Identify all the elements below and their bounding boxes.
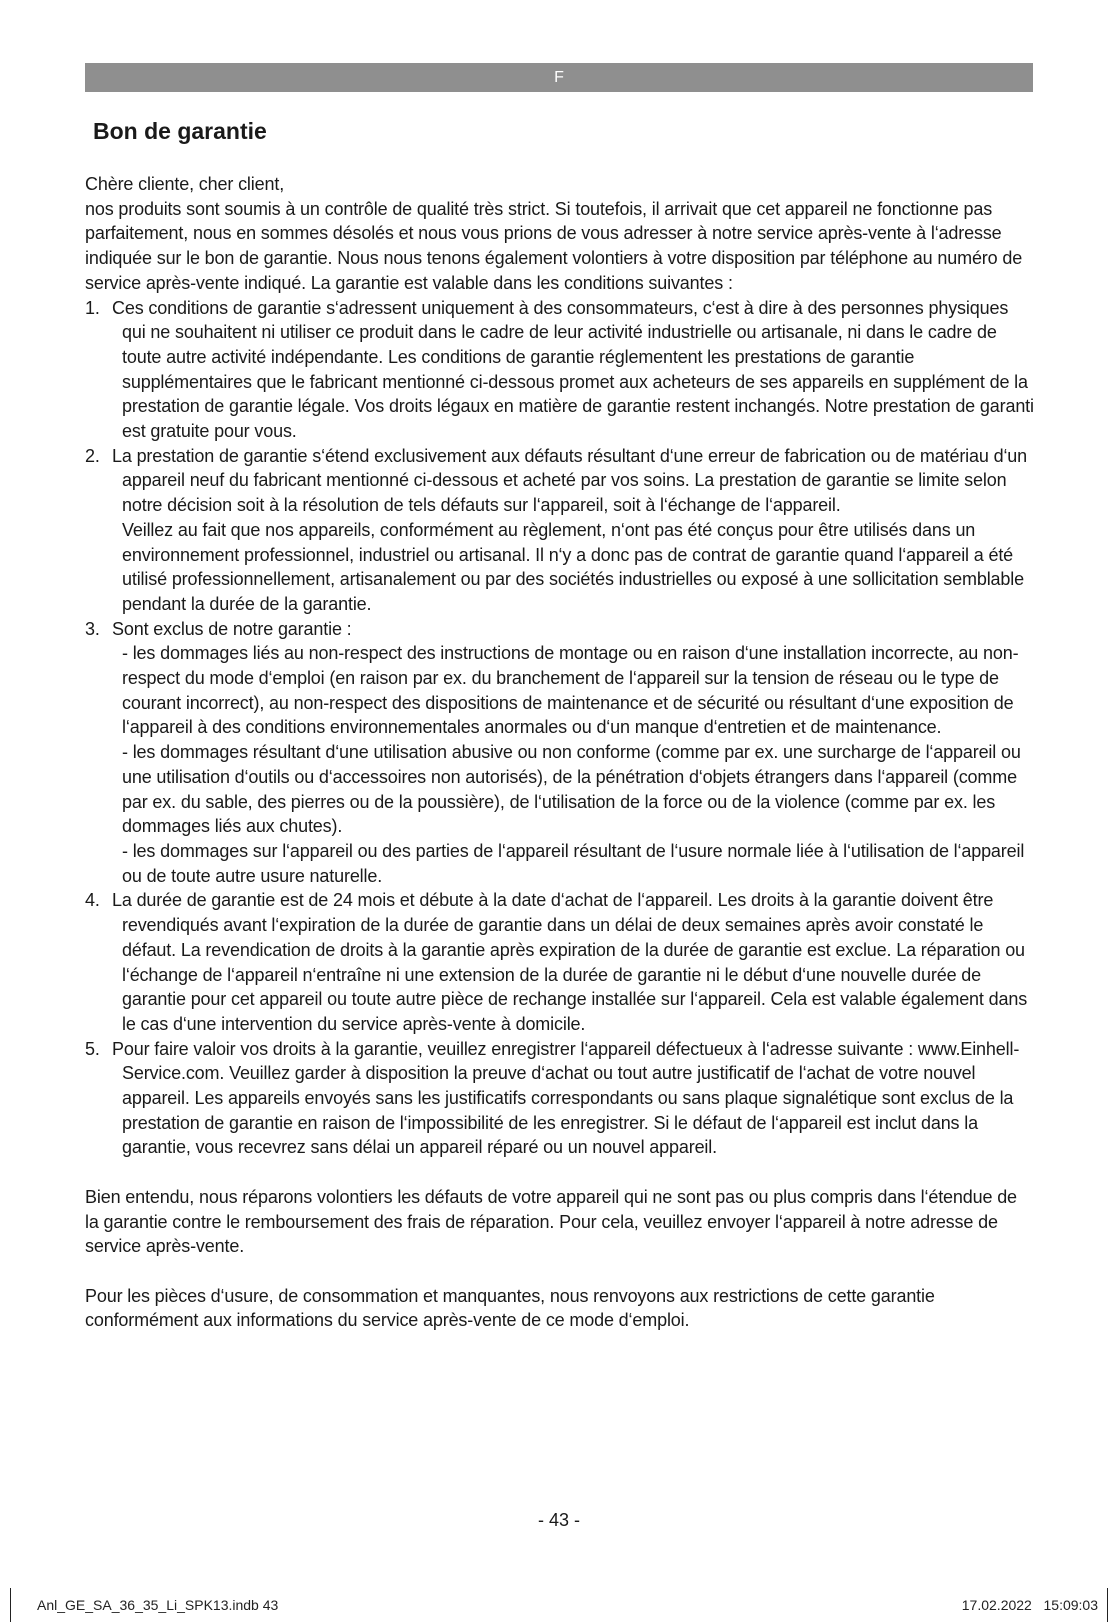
- print-timestamp: 17.02.2022 15:09:03: [961, 1597, 1098, 1613]
- exclusion-item: - les dommages liés au non-respect des instructions de montage ou en raison d‘une installation incorrecte, au non-respect du mode d‘emploi (en raison par ex. du branchement de l‘appareil sur la tension de réseau ou le type de courant incorrect), au non-respect des dispositions de maintenance et de sécurité ou résultant d‘une exposition de l‘appareil à des conditions environnementales anormales ou d‘un manque d‘entretien et de maintenance.: [122, 643, 1019, 738]
- condition-item-4: [85, 888, 1035, 1036]
- salutation: Chère cliente, cher client,: [85, 174, 285, 194]
- condition-item-2: [85, 444, 1035, 617]
- paragraph-spacer: [85, 1259, 1035, 1284]
- paragraph-spacer: [85, 1160, 1035, 1185]
- warranty-body: [85, 172, 1035, 1333]
- condition-number: 3.: [85, 618, 100, 639]
- condition-item-1: [85, 296, 1035, 444]
- condition-text: La durée de garantie est de 24 mois et débute à la date d‘achat de l‘appareil. Les droits à la garantie doivent être revendiqués avant l‘expiration de la durée de garantie dans un délai de deux semaines après avoir constaté le défaut. La revendication de droits à la garantie après expiration de la durée de garantie est exclue. La réparation ou l‘échange de l‘appareil n‘entraîne ni une extension de la durée de garantie ni le début d‘une nouvelle durée de garantie pour cet appareil ou toute autre pièce de rechange installée sur l‘appareil. Cela est valable également dans le cas d‘une intervention du service après-vente à domicile.: [112, 890, 1028, 1034]
- condition-text: La prestation de garantie s‘étend exclusivement aux défauts résultant d‘une erreur de fabrication ou de matériau d‘un appareil neuf du fabricant mentionné ci-dessous et acheté par vos soins. La prestation de garantie se limite selon notre décision soit à la résolution de tels défauts sur l‘appareil, soit à l‘échange de l‘appareil.: [112, 445, 1028, 516]
- condition-number: 5.: [85, 1038, 100, 1059]
- print-file-info: Anl_GE_SA_36_35_Li_SPK13.indb 43: [37, 1597, 279, 1613]
- closing-paragraph-repairs: Bien entendu, nous réparons volontiers les défauts de votre appareil qui ne sont pas ou plus compris dans l‘étendue de la garantie contre le remboursement des frais de réparation. Pour cela, veuillez envoyer l‘appareil à notre adresse de service après-vente.: [85, 1186, 1017, 1257]
- exclusion-item: - les dommages résultant d‘une utilisation abusive ou non conforme (comme par ex. une surcharge de l‘appareil ou une utilisation d‘outils ou d‘accessoires non autorisés), de la pénétration d‘objets étrangers dans l‘appareil (comme par ex. du sable, des pierres ou de la poussière), de l‘utilisation de la force ou de la violence (comme par ex. les dommages liés aux chutes).: [122, 742, 1021, 837]
- crop-mark-right: [1107, 1588, 1108, 1622]
- condition-number: 4.: [85, 890, 100, 911]
- crop-mark-left: [10, 1588, 11, 1622]
- condition-text: Sont exclus de notre garantie :: [112, 618, 352, 639]
- conditions-list: [85, 296, 1035, 1161]
- condition-item-3: [85, 617, 1035, 889]
- language-header-bar: [85, 63, 1033, 92]
- condition-text: Ces conditions de garantie s‘adressent uniquement à des consommateurs, c‘est à dire à des personnes physiques qui ne souhaitent ni utiliser ce produit dans le cadre de leur activité industrielle ou artisanale, ni dans le cadre de toute autre activité indépendante. Les conditions de garantie réglementent les prestations de garantie supplémentaires que le fabricant mentionné ci-dessous promet aux acheteurs de ses appareils en supplément de la prestation de garantie légale. Vos droits légaux en matière de garantie restent inchangés. Notre prestation de garanti est gratuite pour vous.: [112, 297, 1034, 442]
- condition-text: Pour faire valoir vos droits à la garantie, veuillez enregistrer l‘appareil défectueux à l‘adresse suivante : www.Einhell-Service.com. Veuillez garder à disposition la preuve d‘achat ou tout autre justificatif de l‘achat de votre nouvel appareil. Les appareils envoyés sans les justificatifs correspondants ou sans plaque signalétique sont exclus de la prestation de garantie en raison de l‘impossibilité de les enregistrer. Si le défaut de l‘appareil est inclut dans la garantie, vous recevrez sans délai un appareil réparé ou un nouvel appareil.: [112, 1038, 1020, 1158]
- condition-item-5: [85, 1037, 1035, 1161]
- condition-number: 2.: [85, 445, 100, 466]
- condition-number: 1.: [85, 297, 100, 318]
- intro-paragraph: nos produits sont soumis à un contrôle de qualité très strict. Si toutefois, il arrivait que cet appareil ne fonctionne pas parfaitement, nous en sommes désolés et nous vous prions de vous adresser à notre service après-vente à l‘adresse indiquée sur le bon de garantie. Nous nous tenons également volontiers à votre disposition par téléphone au numéro de service après-vente indiqué. La garantie est valable dans les conditions suivantes :: [85, 198, 1023, 293]
- page-number: - 43 -: [537, 1510, 580, 1530]
- exclusion-item: - les dommages sur l‘appareil ou des parties de l‘appareil résultant de l‘usure normale liée à l‘utilisation de l‘appareil ou de toute autre usure naturelle.: [122, 840, 1025, 886]
- closing-paragraph-wear-parts: Pour les pièces d‘usure, de consommation et manquantes, nous renvoyons aux restrictions de cette garantie conformément aux informations du service après-vente de ce mode d‘emploi.: [85, 1285, 935, 1331]
- language-code: F: [554, 69, 564, 86]
- page-title: Bon de garantie: [93, 118, 267, 144]
- condition-note: Veillez au fait que nos appareils, conformément au règlement, n‘ont pas été conçus pour être utilisés dans un environnement professionnel, industriel ou artisanal. Il n‘y a donc pas de contrat de garantie quand l‘appareil a été utilisé professionnellement, artisanalement ou par des sociétés industrielles ou exposé à une sollicitation semblable pendant la durée de la garantie.: [122, 519, 1024, 614]
